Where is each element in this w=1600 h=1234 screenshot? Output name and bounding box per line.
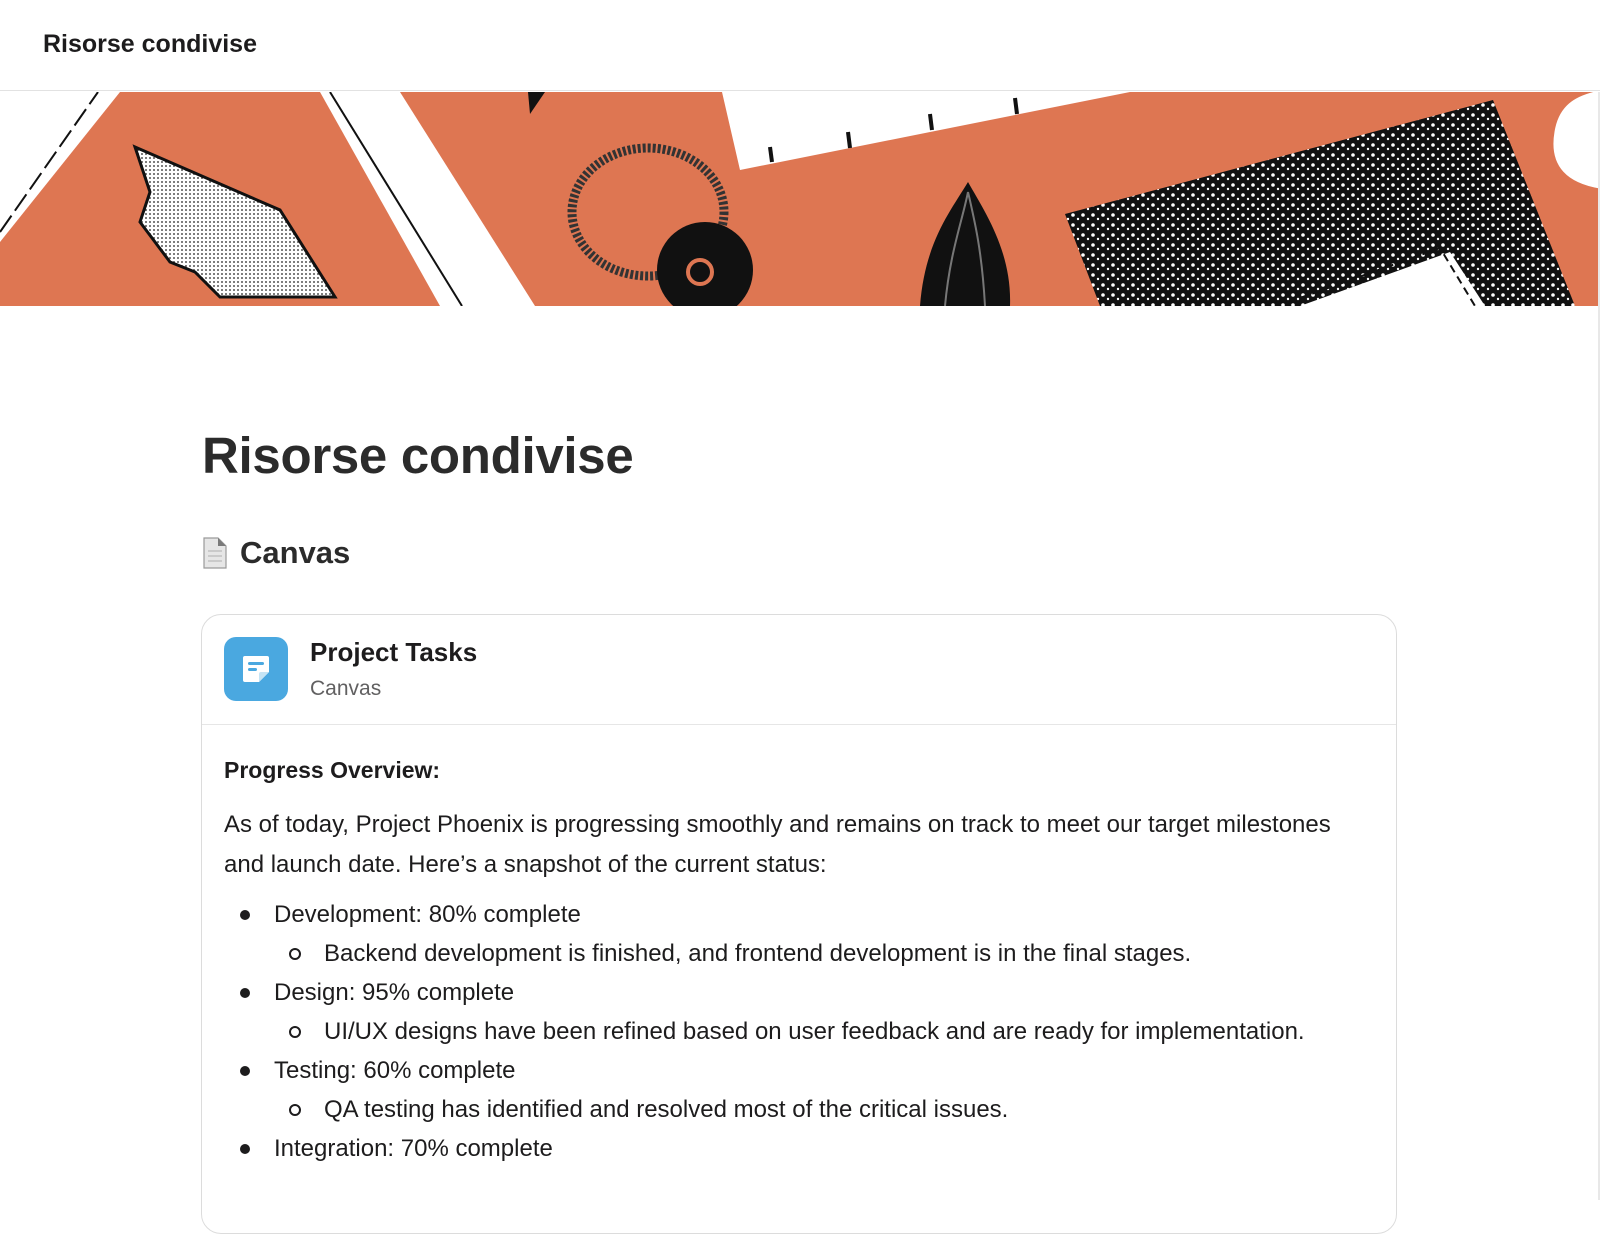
canvas-title[interactable]: Project Tasks xyxy=(310,637,478,667)
section-heading-label: Canvas xyxy=(240,535,351,570)
canvas-preview xyxy=(202,725,1396,1168)
list-item-label: Testing: 60% complete xyxy=(274,1057,516,1084)
intro-paragraph: As of today, Project Phoenix is progressing smoothly and remains on track to meet our target milestones and launch date. Here’s a snapshot of the current status: xyxy=(224,811,1331,878)
section-heading xyxy=(202,535,350,571)
canvas-icon xyxy=(224,637,288,701)
top-bar xyxy=(0,0,1600,91)
sub-list xyxy=(274,1012,1374,1051)
canvas-card[interactable] xyxy=(201,614,1397,1234)
list-item xyxy=(224,895,1374,973)
page-title: Risorse condivise xyxy=(202,427,634,484)
progress-overview-heading: Progress Overview: xyxy=(224,757,441,783)
sub-list-item: QA testing has identified and resolved most of the critical issues. xyxy=(274,1090,1374,1129)
header-title: Risorse condivise xyxy=(43,30,257,58)
list-item-label: Integration: 70% complete xyxy=(274,1135,553,1162)
list-item xyxy=(224,1051,1374,1129)
sub-list xyxy=(274,1090,1374,1129)
list-item-label: Development: 80% complete xyxy=(274,901,581,928)
sub-list-item: UI/UX designs have been refined based on user feedback and are ready for implementation. xyxy=(274,1012,1374,1051)
list-item xyxy=(224,973,1374,1051)
list-item xyxy=(224,1129,1374,1168)
sub-list-item: Backend development is finished, and frontend development is in the final stages. xyxy=(274,934,1374,973)
canvas-type-label: Canvas xyxy=(310,677,382,700)
status-list xyxy=(224,895,1374,1168)
sub-list xyxy=(274,934,1374,973)
canvas-card-header[interactable] xyxy=(202,615,1396,725)
list-item-label: Design: 95% complete xyxy=(274,979,515,1006)
banner-image xyxy=(0,92,1600,306)
document-icon xyxy=(202,537,228,569)
